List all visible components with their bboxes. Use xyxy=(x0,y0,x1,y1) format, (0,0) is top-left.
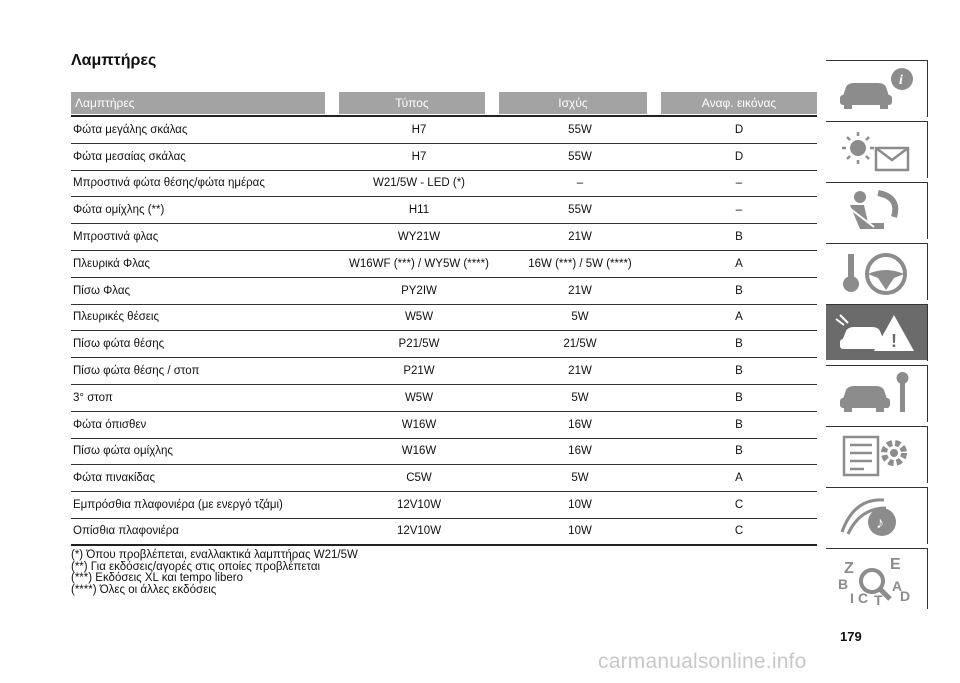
header-type: Τύπος xyxy=(339,92,485,114)
bulb-type-cell: H11 xyxy=(408,204,430,217)
alphabetical-index-icon xyxy=(834,553,920,605)
tab-technical-data[interactable] xyxy=(826,426,928,482)
table-row xyxy=(71,251,817,278)
car-warning-icon xyxy=(834,309,920,357)
index-letter: B xyxy=(838,576,849,592)
bulb-type-cell: P21W xyxy=(403,365,435,378)
bulb-name-cell: Πλευρικά Φλας xyxy=(73,257,150,270)
bulb-name-cell: Φώτα μεγάλης σκάλας xyxy=(73,123,188,136)
media-music-icon xyxy=(834,492,920,540)
tab-car-info[interactable] xyxy=(826,60,928,116)
bulb-type-cell: H7 xyxy=(411,150,427,163)
checklist-gear-icon xyxy=(834,431,920,479)
table-row xyxy=(71,439,817,466)
tab-lights-messages[interactable] xyxy=(826,121,928,177)
bulb-type-cell: PY2IW xyxy=(401,284,437,297)
bulb-power-cell: 5W xyxy=(571,311,589,324)
table-row xyxy=(71,519,817,546)
figure-ref-cell: A xyxy=(735,257,743,270)
footnote: (*) Όπου προβλέπεται, εναλλακτικά λαμπτήρας W21/5W xyxy=(71,549,358,561)
bulb-power-cell: 55W xyxy=(568,150,592,163)
index-letter: E xyxy=(890,556,901,573)
figure-ref-cell: C xyxy=(734,525,744,538)
table-row xyxy=(71,144,817,171)
tab-multimedia[interactable] xyxy=(826,487,928,543)
tab-maintenance[interactable] xyxy=(826,365,928,421)
bulb-type-cell: P21/5W xyxy=(398,338,440,351)
svg-text:i: i xyxy=(899,73,903,88)
index-letter: Z xyxy=(844,560,854,577)
bulb-name-cell: Φώτα ομίχλης (**) xyxy=(73,204,165,217)
bulb-name-cell: Φώτα όπισθεν xyxy=(73,418,147,431)
figure-ref-cell: B xyxy=(735,418,743,431)
table-header xyxy=(71,92,817,114)
table-body xyxy=(71,117,817,546)
table-row xyxy=(71,385,817,412)
bulb-type-cell: 12V10W xyxy=(396,499,442,512)
table-row xyxy=(71,492,817,519)
header-power: Ισχύς xyxy=(499,92,647,114)
table-row xyxy=(71,224,817,251)
table-row xyxy=(71,197,817,224)
bulb-power-cell: 16W xyxy=(568,418,592,431)
figure-ref-cell: C xyxy=(734,499,744,512)
watermark: carmanualsonline.info xyxy=(598,650,807,673)
figure-ref-cell: B xyxy=(735,391,743,404)
index-letter: I xyxy=(850,590,854,605)
bulb-name-cell: Πλευρικές θέσεις xyxy=(73,311,160,324)
table-row xyxy=(71,117,817,144)
car-info-icon xyxy=(834,65,920,113)
bulb-type-cell: W16W xyxy=(401,418,437,431)
footnote: (**) Για εκδόσεις/αγορές στις οποίες προβλέπεται xyxy=(71,560,321,573)
tab-start-drive[interactable] xyxy=(826,243,928,299)
bulb-type-cell: C5W xyxy=(406,472,432,485)
bulb-type-cell: H7 xyxy=(411,123,427,136)
table-row xyxy=(71,171,817,198)
bulb-name-cell: Μπροστινά φλας xyxy=(73,231,159,244)
bulb-power-cell: – xyxy=(576,177,584,190)
bulbs-table xyxy=(71,92,817,546)
bulb-name-cell: Πίσω Φλας xyxy=(73,284,131,297)
car-wrench-icon xyxy=(834,370,920,418)
tab-safety[interactable] xyxy=(826,182,928,238)
bulb-type-cell: W21/5W - LED (*) xyxy=(372,177,465,190)
bulb-name-cell: Φώτα μεσαίας σκάλας xyxy=(73,150,186,163)
lights-message-icon xyxy=(834,126,920,174)
bulb-power-cell: 16W (***) / 5W (****) xyxy=(528,257,632,270)
figure-ref-cell: D xyxy=(734,123,744,136)
footnotes xyxy=(71,550,358,596)
bulb-name-cell: Πίσω φώτα ομίχλης xyxy=(73,445,173,458)
bulb-power-cell: 5W xyxy=(571,391,589,404)
svg-text:♪: ♪ xyxy=(876,515,884,532)
tab-index[interactable] xyxy=(826,548,928,608)
figure-ref-cell: – xyxy=(735,177,743,190)
figure-ref-cell: – xyxy=(735,204,743,217)
page-number: 179 xyxy=(840,629,862,644)
footnote: (****) Όλες οι άλλες εκδόσεις xyxy=(71,583,217,596)
figure-ref-cell: A xyxy=(735,311,743,324)
seat-airbag-icon xyxy=(834,187,920,235)
bulb-name-cell: 3° στοπ xyxy=(73,391,113,404)
figure-ref-cell: B xyxy=(735,365,743,378)
bulb-name-cell: Πίσω φώτα θέσης / στοπ xyxy=(73,365,200,378)
bulb-power-cell: 55W xyxy=(568,123,592,136)
bulb-name-cell: Φώτα πινακίδας xyxy=(73,472,155,485)
page-title: Λαμπτήρες xyxy=(71,52,157,69)
bulb-type-cell: W16WF (***) / WY5W (****) xyxy=(349,257,489,270)
table-row xyxy=(71,358,817,385)
bulb-power-cell: 10W xyxy=(568,525,592,538)
footnote: (***) Εκδόσεις XL και tempo libero xyxy=(71,572,244,584)
bulb-power-cell: 10W xyxy=(568,499,592,512)
bulb-type-cell: 12V10W xyxy=(396,525,442,538)
figure-ref-cell: B xyxy=(735,284,743,297)
table-row xyxy=(71,412,817,439)
bulb-type-cell: W5W xyxy=(404,391,434,404)
index-letter: D xyxy=(900,588,911,604)
bulb-name-cell: Πίσω φώτα θέσης xyxy=(73,338,165,351)
bulb-power-cell: 21W xyxy=(568,231,592,244)
bulb-power-cell: 16W xyxy=(568,445,592,458)
bulb-power-cell: 55W xyxy=(568,204,592,217)
tab-emergency[interactable] xyxy=(826,304,928,360)
table-row xyxy=(71,305,817,332)
figure-ref-cell: A xyxy=(735,472,743,485)
figure-ref-cell: B xyxy=(735,445,743,458)
bulb-type-cell: W5W xyxy=(404,311,434,324)
bulb-name-cell: Οπίσθια πλαφονιέρα xyxy=(73,525,179,538)
header-bulbs: Λαμπτήρες xyxy=(71,92,325,114)
table-row xyxy=(71,465,817,492)
bulb-power-cell: 21W xyxy=(568,284,592,297)
bulb-type-cell: WY21W xyxy=(397,231,441,244)
table-row xyxy=(71,331,817,358)
index-letter: A xyxy=(892,578,903,594)
figure-ref-cell: D xyxy=(734,150,744,163)
svg-text:!: ! xyxy=(891,331,897,351)
index-letter: T xyxy=(874,592,883,605)
table-row xyxy=(71,278,817,305)
bulb-type-cell: W16W xyxy=(401,445,437,458)
bulb-power-cell: 21/5W xyxy=(563,338,597,351)
index-letter: C xyxy=(858,590,869,605)
header-figure-ref: Αναφ. εικόνας xyxy=(661,92,817,114)
key-steering-wheel-icon xyxy=(834,248,920,296)
bulb-name-cell: Μπροστινά φώτα θέσης/φώτα ημέρας xyxy=(73,177,265,190)
figure-ref-cell: B xyxy=(735,338,743,351)
bulb-power-cell: 21W xyxy=(568,365,592,378)
figure-ref-cell: B xyxy=(735,231,743,244)
bulb-power-cell: 5W xyxy=(571,472,589,485)
bulb-name-cell: Εμπρόσθια πλαφονιέρα (με ενεργό τζάμι) xyxy=(73,499,283,512)
